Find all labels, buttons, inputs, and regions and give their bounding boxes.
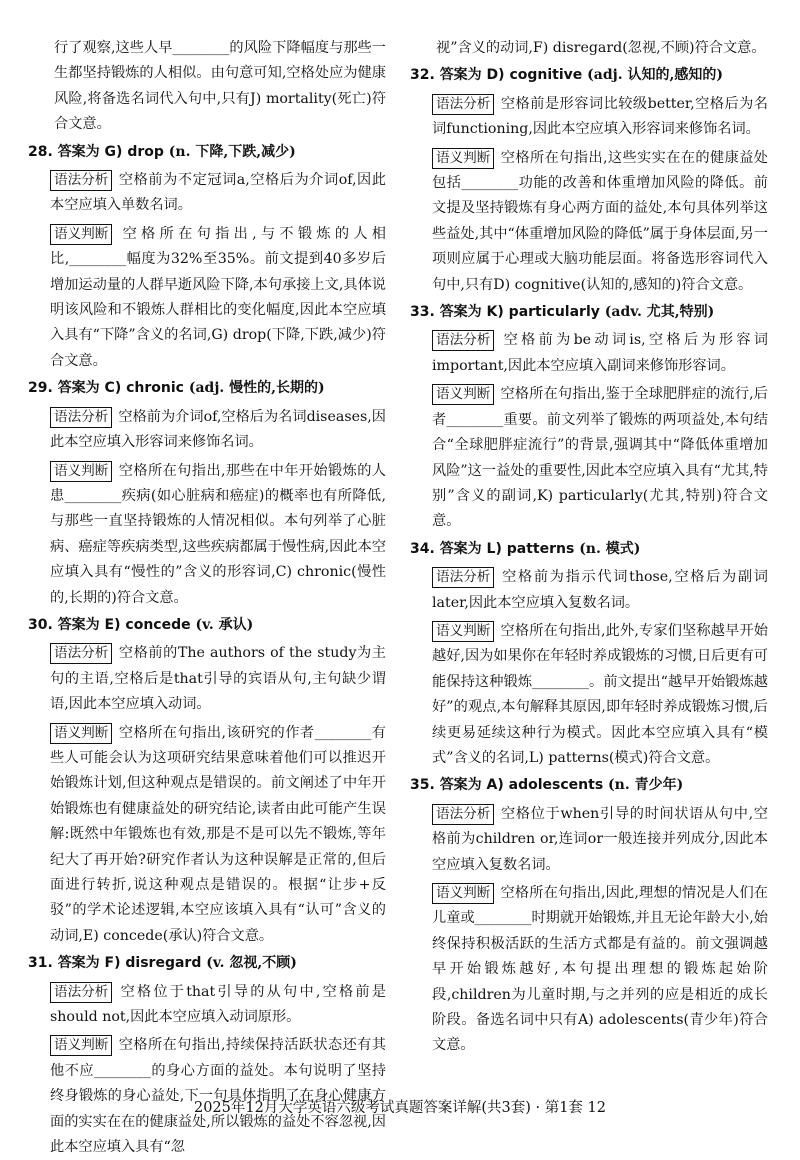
meaning-text: 空格所在句指出,此外,专家们坚称越早开始越好,因为如果你在年轻时养成锻炼的习惯,日后更有可能保持这种锻炼________。前文提出“越早开始锻炼越好”的观点,本句解释其原因,即年轻时养成锻炼习惯,后续更易延续这种行为模式。因此本空应填入具有“模式”含义的名词,L) patterns(模式)符合文意。 (432, 622, 768, 766)
meaning-text: 空格所在句指出,与不锻炼的人相比,________幅度为32%至35%。前文提到40多岁后增加运动量的人群早逝风险下降,本句承接上文,具体说明该风险和不锻炼人群相比的变化幅度,因此本空应填入具有“下降”含义的名词,G) drop(下降,下跌,减少)符合文意。 (50, 225, 386, 369)
answer-heading (410, 63, 768, 88)
grammar-analysis (50, 641, 386, 717)
grammar-tag: 语法分析 (50, 643, 112, 664)
grammar-text: 空格前的The authors of the study为主句的主语,空格后是that引导的宾语从句,主句缺少谓语,因此本空应填入动词。 (50, 645, 386, 713)
question-number: 34. (410, 540, 435, 557)
meaning-text: 空格所在句指出,鉴于全球肥胖症的流行,后者________重要。前文列举了锻炼的两项益处,本句结合“全球肥胖症流行”的背景,强调其中“降低体重增加风险”这一益处的重要性,因此本空应填入具有“尤其,特别”含义的副词,K) particularly(尤其,特别)符合文意。 (432, 386, 768, 530)
answer-gloss: (adv. 尤其,特别) (604, 304, 715, 321)
answer-heading (410, 773, 768, 798)
meaning-analysis (50, 222, 386, 374)
answer-item-30 (28, 613, 386, 949)
grammar-tag: 语法分析 (432, 804, 494, 825)
meaning-tag: 语义判断 (50, 224, 112, 245)
answer-gloss: (adj. 慢性的,长期的) (188, 380, 325, 397)
answer-item-34 (410, 537, 768, 772)
answer-choice: 答案为 G) drop (57, 143, 164, 160)
grammar-analysis (50, 980, 386, 1031)
question-number: 31. (28, 955, 53, 972)
answer-item-29 (28, 376, 386, 611)
question-number: 32. (410, 67, 435, 84)
meaning-analysis (432, 881, 768, 1059)
meaning-tag: 语义判断 (50, 1035, 112, 1056)
grammar-analysis (432, 565, 768, 616)
answer-item-35 (410, 773, 768, 1058)
meaning-tag: 语义判断 (432, 384, 494, 405)
answer-choice: 答案为 A) adolescents (439, 777, 604, 794)
meaning-text: 空格所在句指出,该研究的作者________有些人可能会认为这项研究结果意味着他们可以推迟开始锻炼计划,但这种观点是错误的。前文阐述了中年开始锻炼也有健康益处的研究结论,读者由此可能产生误解:既然中年锻炼也有效,那是不是可以先不锻炼,等年纪大了再开始?研究作者认为这种误解是正常的,但后面进行转折,说这种观点是错误的。根据“让步+反驳”的学术论述逻辑,本空应该填入具有“认可”含义的动词,E) concede(承认)符合文意。 (50, 724, 386, 944)
meaning-analysis (432, 146, 768, 298)
answer-choice: 答案为 F) disregard (57, 955, 202, 972)
grammar-tag: 语法分析 (432, 330, 494, 351)
meaning-analysis (432, 619, 768, 771)
meaning-analysis (50, 459, 386, 611)
question-number: 28. (28, 143, 53, 160)
grammar-analysis (432, 328, 768, 379)
answer-heading (28, 140, 386, 165)
answer-gloss: (n. 模式) (579, 540, 641, 557)
meaning-text: 空格所在句指出,这些实实在在的健康益处包括________功能的改善和体重增加风险的降低。前文提及坚持锻炼有身心两方面的益处,本句具体列举这些益处,其中“体重增加风险的降低”属于身体层面,另一项则应属于心理或大脑功能层面。将备选形容词代入句中,只有D) cognitive(认知的,感知的)符合文意。 (432, 149, 768, 293)
answer-heading (28, 613, 386, 638)
grammar-analysis (50, 168, 386, 219)
grammar-text: 空格前是形容词比较级better,空格后为名词functioning,因此本空应填入形容词来修饰名词。 (432, 95, 768, 138)
grammar-text: 空格位于that引导的从句中,空格前是should not,因此本空应填入动词原形。 (50, 983, 386, 1026)
grammar-tag: 语法分析 (50, 982, 112, 1003)
answer-item-33 (410, 300, 768, 535)
meaning-tag: 语义判断 (432, 883, 494, 904)
grammar-text: 空格前为不定冠词a,空格后为介词of,因此本空应填入单数名词。 (50, 172, 386, 214)
grammar-tag: 语法分析 (432, 94, 494, 115)
question-number: 30. (28, 616, 53, 633)
meaning-analysis (432, 382, 768, 534)
answer-gloss: (v. 忽视,不顾) (206, 955, 297, 972)
meaning-tag: 语义判断 (432, 148, 494, 169)
answer-choice: 答案为 K) particularly (439, 304, 600, 321)
answer-gloss: (n. 下降,下跌,减少) (168, 143, 296, 160)
question-number: 33. (410, 304, 435, 321)
grammar-analysis (50, 405, 386, 456)
answer-heading (28, 951, 386, 976)
meaning-tag: 语义判断 (432, 621, 494, 642)
grammar-analysis (432, 92, 768, 143)
answer-choice: 答案为 C) chronic (57, 380, 184, 397)
page-footer: 2025年12月大学英语六级考试真题答案详解(共3套) · 第1套 12 (193, 1100, 606, 1116)
answer-choice: 答案为 E) concede (57, 616, 191, 633)
grammar-tag: 语法分析 (50, 407, 112, 428)
right-column (410, 36, 768, 1059)
question-number: 29. (28, 380, 53, 397)
continuation-text: 视”含义的动词,F) disregard(忽视,不顾)符合文意。 (436, 40, 766, 56)
meaning-tag: 语义判断 (50, 723, 112, 744)
answer-gloss: (v. 承认) (195, 616, 254, 633)
question-number: 35. (410, 777, 435, 794)
grammar-analysis (432, 802, 768, 878)
grammar-tag: 语法分析 (432, 567, 494, 588)
left-column (28, 36, 386, 1160)
answer-choice: 答案为 L) patterns (439, 540, 575, 557)
meaning-analysis (50, 721, 386, 950)
answer-item-32 (410, 63, 768, 298)
meaning-tag: 语义判断 (50, 461, 112, 482)
answer-heading (28, 376, 386, 401)
grammar-text: 空格前为指示代词those,空格后为副词later,因此本空应填入复数名词。 (432, 569, 768, 611)
meaning-text: 空格所在句指出,因此,理想的情况是人们在儿童或________时期就开始锻炼,并且无论年龄大小,始终保持积极活跃的生活方式都是有益的。前文强调越早开始锻炼越好,本句提出理想的锻炼起始阶段,children为儿童时期,与之并列的应是相近的成长阶段。备选名词中只有A) adolescents(青少年)符合文意。 (432, 885, 768, 1054)
grammar-text: 空格前为介词of,空格后为名词diseases,因此本空应填入形容词来修饰名词。 (50, 408, 386, 451)
answer-gloss: (n. 青少年) (608, 777, 684, 794)
meaning-text: 空格所在句指出,那些在中年开始锻炼的人患________疾病(如心脏病和癌症)的概率也有所降低,与那些一直坚持锻炼的人情况相似。本句列举了心脏病、癌症等疾病类型,这些疾病都属于慢性病,因此本空应填入具有“慢性的”含义的形容词,C) chronic(慢性的,长期的)符合文意。 (50, 462, 386, 606)
grammar-text: 空格前为be动词is,空格后为形容词important,因此本空应填入副词来修饰形容词。 (432, 332, 768, 374)
answer-gloss: (adj. 认知的,感知的) (587, 67, 723, 84)
answer-heading (410, 300, 768, 325)
answer-choice: 答案为 D) cognitive (439, 67, 583, 84)
continuation-text: 行了观察,这些人早________的风险下降幅度与那些一生都坚持锻炼的人相似。由句意可知,空格处应为健康风险,将备选名词代入句中,只有J) mortality(死亡)符合文意。 (54, 40, 386, 133)
answer-item-31 (28, 951, 386, 1160)
grammar-tag: 语法分析 (50, 170, 112, 191)
answer-item-28 (28, 140, 386, 375)
grammar-text: 空格位于when引导的时间状语从句中,空格前为children or,连词or一般连接并列成分,因此本空应填入复数名词。 (432, 805, 768, 873)
answer-heading (410, 537, 768, 562)
meaning-text: 空格所在句指出,持续保持活跃状态还有其他不应________的身心方面的益处。本句说明了坚持终身锻炼的身心益处,下一句具体指明了在身心健康方面的实实在在的健康益处,所以锻炼的益处不容忽视,因此本空应填入具有“忽 (50, 1037, 386, 1156)
